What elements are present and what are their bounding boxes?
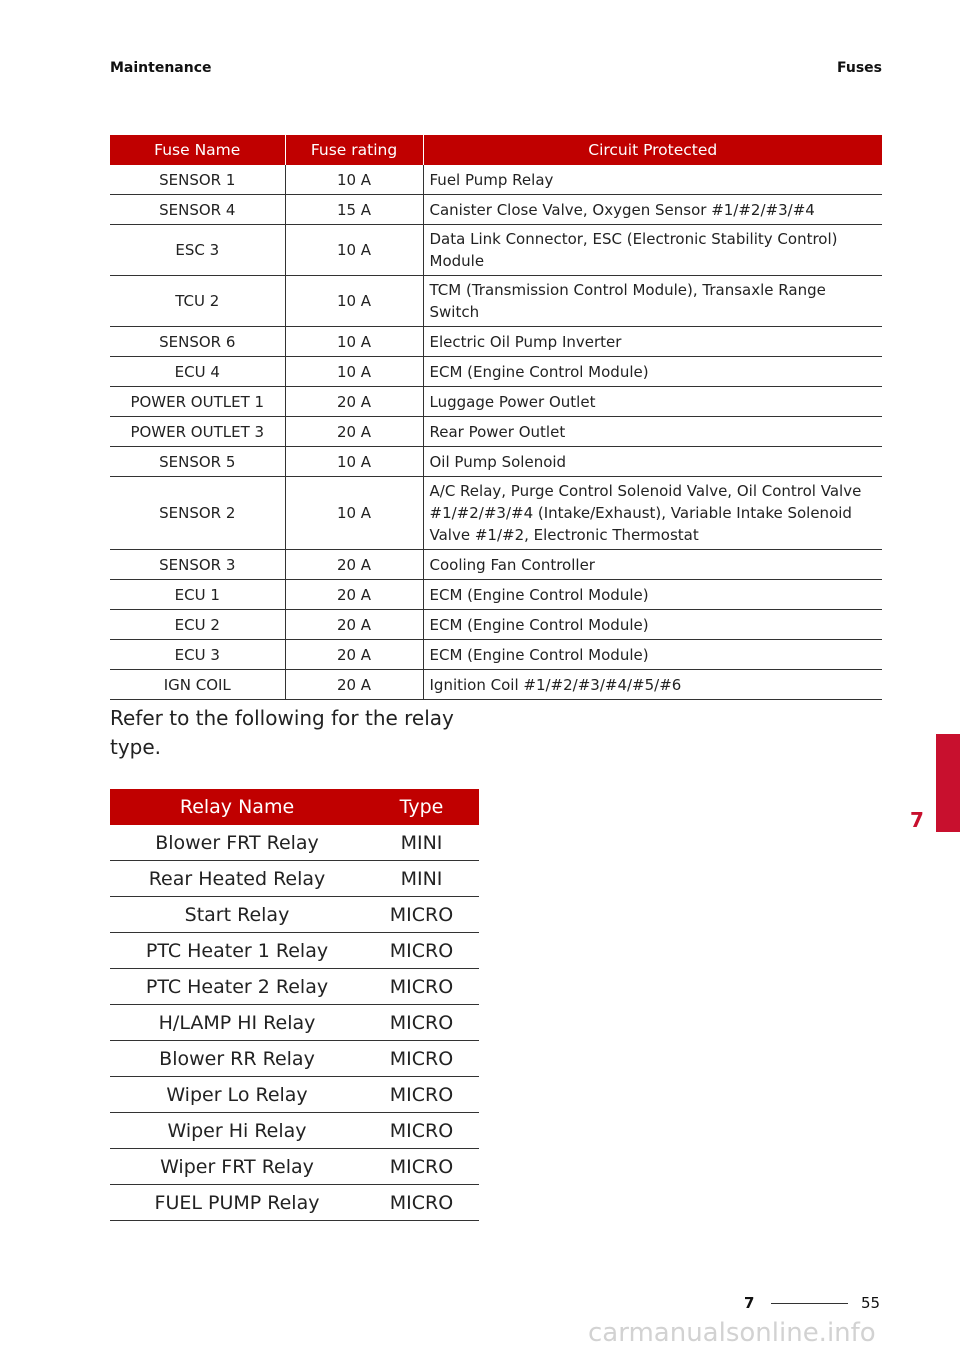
fuse-table [110, 135, 882, 700]
table-row [110, 580, 882, 610]
fuse-name: ESC 3 [110, 225, 285, 276]
relay-name: Rear Heated Relay [110, 861, 364, 897]
table-row [110, 195, 882, 225]
watermark: carmanualsonline.info [588, 1318, 876, 1348]
fuse-name-header: Fuse Name [110, 135, 285, 165]
table-row [110, 969, 479, 1005]
table-row [110, 477, 882, 550]
table-row [110, 897, 479, 933]
running-header-topic: Fuses [837, 60, 882, 76]
relay-name: Blower FRT Relay [110, 825, 364, 861]
table-row [110, 1185, 479, 1221]
fuse-name: POWER OUTLET 1 [110, 387, 285, 417]
table-row [110, 640, 882, 670]
fuse-name: SENSOR 1 [110, 165, 285, 195]
relay-type: MICRO [364, 1005, 479, 1041]
relay-type: MICRO [364, 1149, 479, 1185]
fuse-name: ECU 3 [110, 640, 285, 670]
relay-type: MICRO [364, 1077, 479, 1113]
table-row [110, 861, 479, 897]
table-row [110, 357, 882, 387]
fuse-rating: 10 A [285, 225, 423, 276]
fuse-name: SENSOR 5 [110, 447, 285, 477]
circuit-protected: Electric Oil Pump Inverter [423, 327, 882, 357]
relay-name: Blower RR Relay [110, 1041, 364, 1077]
circuit-protected: A/C Relay, Purge Control Solenoid Valve, Oil Control Valve #1/#2/#3/#4 (Intake/Exhaust), Variable Intake Solenoid Valve #1/#2, Electronic Thermostat [423, 477, 882, 550]
fuse-name: SENSOR 3 [110, 550, 285, 580]
relay-name-header: Relay Name [110, 789, 364, 825]
relay-type-header: Type [364, 789, 479, 825]
circuit-protected: ECM (Engine Control Module) [423, 610, 882, 640]
fuse-rating: 20 A [285, 670, 423, 700]
table-row [110, 327, 882, 357]
circuit-protected: TCM (Transmission Control Module), Transaxle Range Switch [423, 276, 882, 327]
relay-type: MICRO [364, 969, 479, 1005]
table-row [110, 933, 479, 969]
fuse-table-header-row [110, 135, 882, 165]
table-row [110, 1077, 479, 1113]
relay-type: MICRO [364, 1113, 479, 1149]
fuse-name: SENSOR 4 [110, 195, 285, 225]
relay-type: MICRO [364, 933, 479, 969]
relay-name: FUEL PUMP Relay [110, 1185, 364, 1221]
fuse-name: ECU 4 [110, 357, 285, 387]
circuit-protected: Cooling Fan Controller [423, 550, 882, 580]
relay-table-header-row [110, 789, 479, 825]
circuit-protected: Rear Power Outlet [423, 417, 882, 447]
fuse-rating: 15 A [285, 195, 423, 225]
table-row [110, 225, 882, 276]
relay-type: MICRO [364, 897, 479, 933]
table-row [110, 1041, 479, 1077]
fuse-rating: 10 A [285, 276, 423, 327]
relay-name: PTC Heater 1 Relay [110, 933, 364, 969]
fuse-rating: 20 A [285, 610, 423, 640]
fuse-rating: 20 A [285, 387, 423, 417]
circuit-protected: Luggage Power Outlet [423, 387, 882, 417]
fuse-rating-header: Fuse rating [285, 135, 423, 165]
table-row [110, 1149, 479, 1185]
relay-intro-text: Refer to the following for the relay type. [110, 706, 454, 759]
circuit-protected: Data Link Connector, ESC (Electronic Stability Control) Module [423, 225, 882, 276]
table-row [110, 1113, 479, 1149]
fuse-name: SENSOR 6 [110, 327, 285, 357]
circuit-protected: Canister Close Valve, Oxygen Sensor #1/#2/#3/#4 [423, 195, 882, 225]
circuit-protected: ECM (Engine Control Module) [423, 580, 882, 610]
circuit-protected: ECM (Engine Control Module) [423, 357, 882, 387]
fuse-rating: 20 A [285, 580, 423, 610]
circuit-protected: Fuel Pump Relay [423, 165, 882, 195]
table-row [110, 417, 882, 447]
fuse-name: IGN COIL [110, 670, 285, 700]
fuse-name: TCU 2 [110, 276, 285, 327]
relay-name: Start Relay [110, 897, 364, 933]
relay-name: Wiper Hi Relay [110, 1113, 364, 1149]
fuse-name: ECU 1 [110, 580, 285, 610]
footer-divider [771, 1303, 848, 1304]
table-row [110, 825, 479, 861]
running-header-section: Maintenance [110, 60, 212, 76]
fuse-rating: 20 A [285, 550, 423, 580]
fuse-rating: 10 A [285, 477, 423, 550]
table-row [110, 1005, 479, 1041]
table-row [110, 276, 882, 327]
footer-chapter-number: 7 [744, 1294, 755, 1312]
circuit-protected: Oil Pump Solenoid [423, 447, 882, 477]
relay-name: H/LAMP HI Relay [110, 1005, 364, 1041]
fuse-name: SENSOR 2 [110, 477, 285, 550]
relay-table [110, 789, 479, 1221]
circuit-protected: ECM (Engine Control Module) [423, 640, 882, 670]
fuse-name: POWER OUTLET 3 [110, 417, 285, 447]
fuse-rating: 10 A [285, 327, 423, 357]
fuse-rating: 10 A [285, 447, 423, 477]
relay-name: PTC Heater 2 Relay [110, 969, 364, 1005]
footer-page-number: 55 [861, 1294, 881, 1312]
relay-type: MINI [364, 825, 479, 861]
chapter-side-tab [936, 734, 960, 832]
relay-type: MICRO [364, 1185, 479, 1221]
relay-name: Wiper FRT Relay [110, 1149, 364, 1185]
relay-type: MINI [364, 861, 479, 897]
fuse-rating: 10 A [285, 165, 423, 195]
table-row [110, 670, 882, 700]
fuse-rating: 20 A [285, 640, 423, 670]
circuit-protected-header: Circuit Protected [423, 135, 882, 165]
table-row [110, 165, 882, 195]
table-row [110, 387, 882, 417]
fuse-rating: 10 A [285, 357, 423, 387]
chapter-side-number: 7 [910, 808, 924, 832]
fuse-rating: 20 A [285, 417, 423, 447]
relay-type: MICRO [364, 1041, 479, 1077]
circuit-protected: Ignition Coil #1/#2/#3/#4/#5/#6 [423, 670, 882, 700]
table-row [110, 610, 882, 640]
table-row [110, 550, 882, 580]
fuse-name: ECU 2 [110, 610, 285, 640]
table-row [110, 447, 882, 477]
relay-name: Wiper Lo Relay [110, 1077, 364, 1113]
